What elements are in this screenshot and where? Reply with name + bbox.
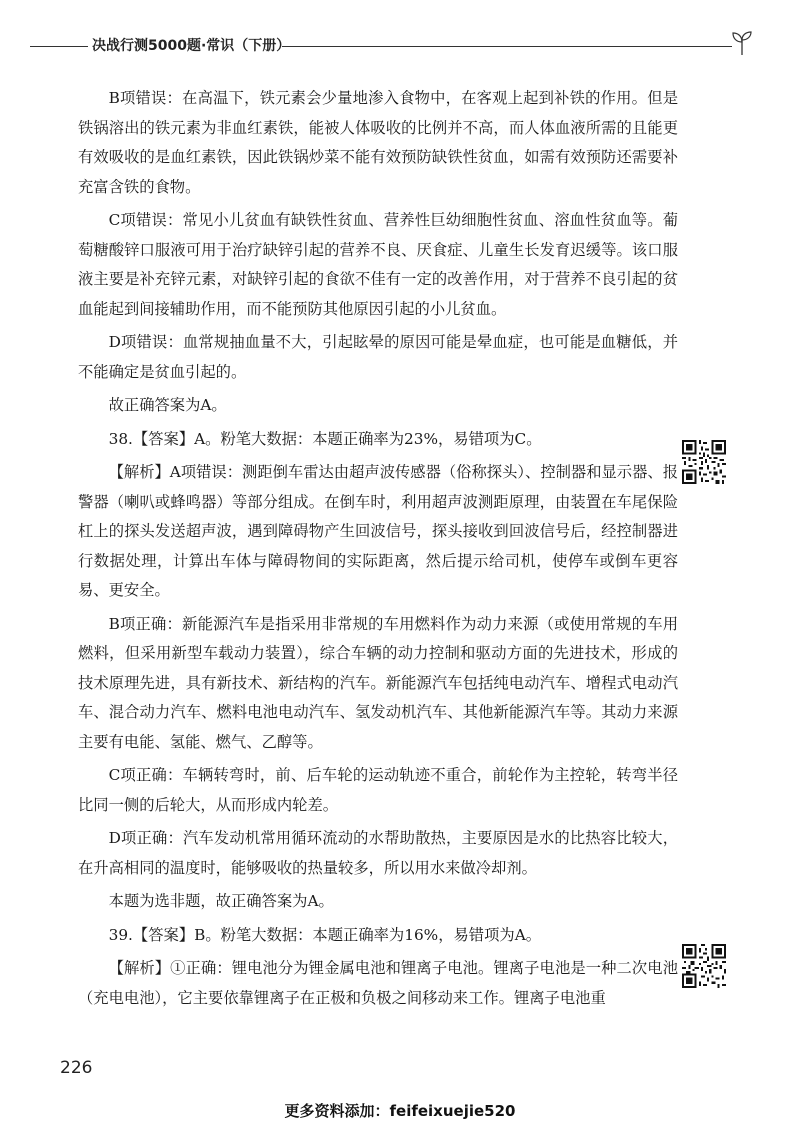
header-rule	[282, 46, 732, 47]
paragraph: 故正确答案为A。	[108, 396, 227, 414]
paragraph: C项错误：常见小儿贫血有缺铁性贫血、营养性巨幼细胞性贫血、溶血性贫血等。葡萄糖酸锌口服液可用于治疗缺锌引起的营养不良、厌食症、儿童生长发育迟缓等。该口服液主要是补充锌元素，对缺锌引起的食欲不佳有一定的改善作用，对于营养不良引起的贫血能起到间接辅助作用，而不能预防其他原因引起的小儿贫血。	[78, 211, 678, 318]
running-header-title: 决战行测5000题·常识（下册）	[92, 38, 291, 54]
answer-line-39: 39.【答案】B。粉笔大数据：本题正确率为16%，易错项为A。	[108, 925, 542, 944]
sprout-icon	[730, 30, 754, 56]
paragraph: B项错误：在高温下，铁元素会少量地渗入食物中，在客观上起到补铁的作用。但是铁锅溶出的铁元素为非血红素铁，能被人体吸收的比例并不高，而人体血液所需的且能更有效吸收的是血红素铁，因此铁锅炒菜不能有效预防缺铁性贫血，如需有效预防还需要补充富含铁的食物。	[78, 89, 678, 196]
page-number: 226	[60, 1058, 93, 1078]
qr-code-icon[interactable]	[682, 440, 726, 484]
paragraph: C项正确：车辆转弯时，前、后车轮的运动轨迹不重合，前轮作为主控轮，转弯半径比同一侧的后轮大，从而形成内轮差。	[78, 766, 678, 814]
paragraph: 【解析】A项错误：测距倒车雷达由超声波传感器（俗称探头）、控制器和显示器、报警器（喇叭或蜂鸣器）等部分组成。在倒车时，利用超声波测距原理，由装置在车尾保险杠上的探头发送超声波，遇到障碍物产生回波信号，探头接收到回波信号后，经控制器进行数据处理，计算出车体与障碍物间的实际距离，然后提示给司机，使停车或倒车更容易、更安全。	[78, 463, 678, 599]
paragraph: B项正确：新能源汽车是指采用非常规的车用燃料作为动力来源（或使用常规的车用燃料，但采用新型车载动力装置），综合车辆的动力控制和驱动方面的先进技术，形成的技术原理先进，具有新技术、新结构的汽车。新能源汽车包括纯电动汽车、增程式电动汽车、混合动力汽车、燃料电池电动汽车、氢发动机汽车、其他新能源汽车等。其动力来源主要有电能、氢能、燃气、乙醇等。	[78, 614, 678, 751]
running-header	[30, 34, 742, 56]
qr-code-icon[interactable]	[682, 944, 726, 988]
header-lead-dash	[30, 46, 88, 47]
paragraph: 本题为选非题，故正确答案为A。	[108, 892, 334, 910]
paragraph: D项正确：汽车发动机常用循环流动的水帮助散热，主要原因是水的比热容比较大，在升高相同的温度时，能够吸收的热量较多，所以用水来做冷却剂。	[78, 829, 678, 877]
footer-note: 更多资料添加：feifeixuejie520	[284, 1102, 516, 1120]
paragraph: D项错误：血常规抽血量不大，引起眩晕的原因可能是晕血症，也可能是血糖低，并不能确定是贫血引起的。	[78, 333, 678, 381]
answer-line-38: 38.【答案】A。粉笔大数据：本题正确率为23%，易错项为C。	[108, 429, 542, 448]
page-body	[78, 84, 678, 1017]
paragraph: 【解析】①正确：锂电池分为锂金属电池和锂离子电池。锂离子电池是一种二次电池（充电电池），它主要依靠锂离子在正极和负极之间移动来工作。锂离子电池重	[78, 959, 678, 1007]
